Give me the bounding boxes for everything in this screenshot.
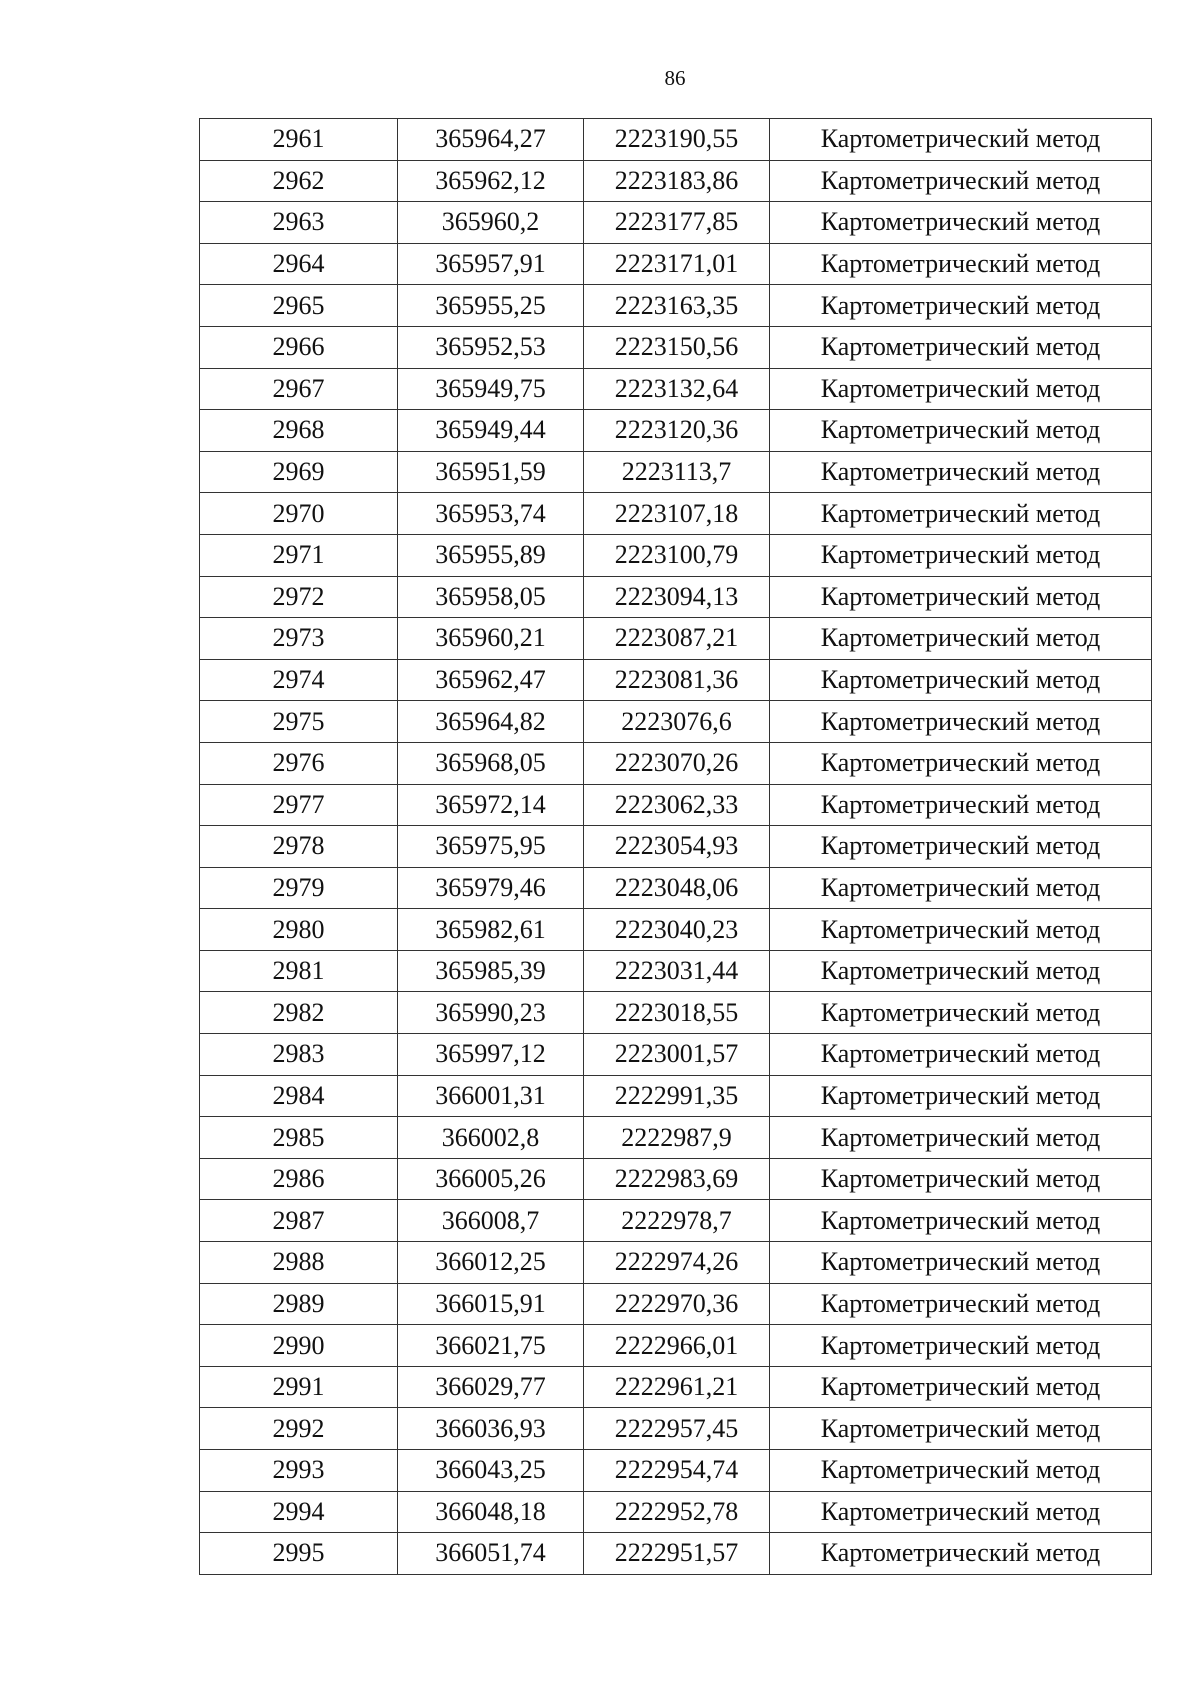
- x-coordinate-cell: 366048,18: [398, 1491, 584, 1533]
- y-coordinate-cell: 2222954,74: [584, 1450, 770, 1492]
- y-coordinate-cell: 2223171,01: [584, 243, 770, 285]
- table-row: [200, 285, 1152, 327]
- table-row: [200, 202, 1152, 244]
- x-coordinate-cell: 365960,21: [398, 618, 584, 660]
- point-number-cell: 2972: [200, 576, 398, 618]
- table-row: [200, 1242, 1152, 1284]
- x-coordinate-cell: 365964,27: [398, 119, 584, 161]
- x-coordinate-cell: 365949,44: [398, 410, 584, 452]
- point-number-cell: 2979: [200, 867, 398, 909]
- table-row: [200, 618, 1152, 660]
- x-coordinate-cell: 365951,59: [398, 451, 584, 493]
- point-number-cell: 2977: [200, 784, 398, 826]
- y-coordinate-cell: 2222970,36: [584, 1283, 770, 1325]
- method-cell: Картометрический метод: [770, 867, 1152, 909]
- x-coordinate-cell: 366008,7: [398, 1200, 584, 1242]
- method-cell: Картометрический метод: [770, 950, 1152, 992]
- point-number-cell: 2989: [200, 1283, 398, 1325]
- point-number-cell: 2982: [200, 992, 398, 1034]
- method-cell: Картометрический метод: [770, 451, 1152, 493]
- page-number: 86: [664, 66, 686, 90]
- point-number-cell: 2993: [200, 1450, 398, 1492]
- y-coordinate-cell: 2223120,36: [584, 410, 770, 452]
- point-number-cell: 2974: [200, 659, 398, 701]
- point-number-cell: 2985: [200, 1117, 398, 1159]
- y-coordinate-cell: 2223087,21: [584, 618, 770, 660]
- method-cell: Картометрический метод: [770, 1034, 1152, 1076]
- y-coordinate-cell: 2222961,21: [584, 1366, 770, 1408]
- point-number-cell: 2983: [200, 1034, 398, 1076]
- x-coordinate-cell: 365955,89: [398, 534, 584, 576]
- method-cell: Картометрический метод: [770, 160, 1152, 202]
- x-coordinate-cell: 365982,61: [398, 909, 584, 951]
- x-coordinate-cell: 365964,82: [398, 701, 584, 743]
- y-coordinate-cell: 2223018,55: [584, 992, 770, 1034]
- x-coordinate-cell: 366015,91: [398, 1283, 584, 1325]
- x-coordinate-cell: 365968,05: [398, 742, 584, 784]
- method-cell: Картометрический метод: [770, 909, 1152, 951]
- x-coordinate-cell: 365985,39: [398, 950, 584, 992]
- x-coordinate-cell: 366043,25: [398, 1450, 584, 1492]
- method-cell: Картометрический метод: [770, 493, 1152, 535]
- x-coordinate-cell: 365949,75: [398, 368, 584, 410]
- method-cell: Картометрический метод: [770, 534, 1152, 576]
- table-row: [200, 1117, 1152, 1159]
- coordinates-table-body: [200, 119, 1152, 1575]
- x-coordinate-cell: 365955,25: [398, 285, 584, 327]
- method-cell: Картометрический метод: [770, 1200, 1152, 1242]
- method-cell: Картометрический метод: [770, 659, 1152, 701]
- y-coordinate-cell: 2223177,85: [584, 202, 770, 244]
- point-number-cell: 2976: [200, 742, 398, 784]
- point-number-cell: 2991: [200, 1366, 398, 1408]
- x-coordinate-cell: 365990,23: [398, 992, 584, 1034]
- table-row: [200, 368, 1152, 410]
- method-cell: Картометрический метод: [770, 701, 1152, 743]
- method-cell: Картометрический метод: [770, 1242, 1152, 1284]
- table-row: [200, 1408, 1152, 1450]
- method-cell: Картометрический метод: [770, 576, 1152, 618]
- y-coordinate-cell: 2222952,78: [584, 1491, 770, 1533]
- x-coordinate-cell: 366001,31: [398, 1075, 584, 1117]
- table-row: [200, 950, 1152, 992]
- method-cell: Картометрический метод: [770, 992, 1152, 1034]
- table-row: [200, 410, 1152, 452]
- method-cell: Картометрический метод: [770, 826, 1152, 868]
- table-row: [200, 160, 1152, 202]
- table-row: [200, 659, 1152, 701]
- y-coordinate-cell: 2222987,9: [584, 1117, 770, 1159]
- point-number-cell: 2992: [200, 1408, 398, 1450]
- x-coordinate-cell: 365979,46: [398, 867, 584, 909]
- x-coordinate-cell: 365957,91: [398, 243, 584, 285]
- method-cell: Картометрический метод: [770, 1283, 1152, 1325]
- table-row: [200, 243, 1152, 285]
- table-row: [200, 909, 1152, 951]
- y-coordinate-cell: 2223190,55: [584, 119, 770, 161]
- point-number-cell: 2981: [200, 950, 398, 992]
- table-row: [200, 1366, 1152, 1408]
- y-coordinate-cell: 2222978,7: [584, 1200, 770, 1242]
- point-number-cell: 2963: [200, 202, 398, 244]
- point-number-cell: 2988: [200, 1242, 398, 1284]
- y-coordinate-cell: 2222951,57: [584, 1533, 770, 1575]
- x-coordinate-cell: 365952,53: [398, 326, 584, 368]
- table-row: [200, 1450, 1152, 1492]
- y-coordinate-cell: 2222957,45: [584, 1408, 770, 1450]
- y-coordinate-cell: 2222991,35: [584, 1075, 770, 1117]
- method-cell: Картометрический метод: [770, 1408, 1152, 1450]
- y-coordinate-cell: 2223070,26: [584, 742, 770, 784]
- method-cell: Картометрический метод: [770, 326, 1152, 368]
- method-cell: Картометрический метод: [770, 1117, 1152, 1159]
- point-number-cell: 2987: [200, 1200, 398, 1242]
- y-coordinate-cell: 2223001,57: [584, 1034, 770, 1076]
- method-cell: Картометрический метод: [770, 368, 1152, 410]
- point-number-cell: 2990: [200, 1325, 398, 1367]
- method-cell: Картометрический метод: [770, 1325, 1152, 1367]
- y-coordinate-cell: 2223076,6: [584, 701, 770, 743]
- x-coordinate-cell: 365958,05: [398, 576, 584, 618]
- y-coordinate-cell: 2223107,18: [584, 493, 770, 535]
- x-coordinate-cell: 365997,12: [398, 1034, 584, 1076]
- table-row: [200, 826, 1152, 868]
- y-coordinate-cell: 2222966,01: [584, 1325, 770, 1367]
- x-coordinate-cell: 365962,12: [398, 160, 584, 202]
- point-number-cell: 2967: [200, 368, 398, 410]
- y-coordinate-cell: 2223183,86: [584, 160, 770, 202]
- method-cell: Картометрический метод: [770, 1491, 1152, 1533]
- method-cell: Картометрический метод: [770, 1158, 1152, 1200]
- y-coordinate-cell: 2223163,35: [584, 285, 770, 327]
- y-coordinate-cell: 2223040,23: [584, 909, 770, 951]
- table-row: [200, 784, 1152, 826]
- y-coordinate-cell: 2222983,69: [584, 1158, 770, 1200]
- y-coordinate-cell: 2223132,64: [584, 368, 770, 410]
- y-coordinate-cell: 2223150,56: [584, 326, 770, 368]
- point-number-cell: 2984: [200, 1075, 398, 1117]
- y-coordinate-cell: 2223100,79: [584, 534, 770, 576]
- point-number-cell: 2969: [200, 451, 398, 493]
- coordinates-table: [199, 118, 1152, 1575]
- method-cell: Картометрический метод: [770, 410, 1152, 452]
- point-number-cell: 2971: [200, 534, 398, 576]
- point-number-cell: 2968: [200, 410, 398, 452]
- table-row: [200, 326, 1152, 368]
- y-coordinate-cell: 2223062,33: [584, 784, 770, 826]
- method-cell: Картометрический метод: [770, 784, 1152, 826]
- table-row: [200, 1325, 1152, 1367]
- x-coordinate-cell: 365972,14: [398, 784, 584, 826]
- method-cell: Картометрический метод: [770, 1533, 1152, 1575]
- table-row: [200, 867, 1152, 909]
- table-row: [200, 493, 1152, 535]
- point-number-cell: 2962: [200, 160, 398, 202]
- method-cell: Картометрический метод: [770, 1450, 1152, 1492]
- x-coordinate-cell: 365962,47: [398, 659, 584, 701]
- point-number-cell: 2975: [200, 701, 398, 743]
- x-coordinate-cell: 366012,25: [398, 1242, 584, 1284]
- y-coordinate-cell: 2223081,36: [584, 659, 770, 701]
- table-row: [200, 1075, 1152, 1117]
- table-row: [200, 1200, 1152, 1242]
- point-number-cell: 2986: [200, 1158, 398, 1200]
- method-cell: Картометрический метод: [770, 1366, 1152, 1408]
- method-cell: Картометрический метод: [770, 1075, 1152, 1117]
- table-row: [200, 701, 1152, 743]
- y-coordinate-cell: 2222974,26: [584, 1242, 770, 1284]
- x-coordinate-cell: 366051,74: [398, 1533, 584, 1575]
- y-coordinate-cell: 2223094,13: [584, 576, 770, 618]
- y-coordinate-cell: 2223048,06: [584, 867, 770, 909]
- table-row: [200, 576, 1152, 618]
- point-number-cell: 2961: [200, 119, 398, 161]
- method-cell: Картометрический метод: [770, 243, 1152, 285]
- y-coordinate-cell: 2223054,93: [584, 826, 770, 868]
- table-row: [200, 1283, 1152, 1325]
- x-coordinate-cell: 365953,74: [398, 493, 584, 535]
- table-row: [200, 451, 1152, 493]
- point-number-cell: 2994: [200, 1491, 398, 1533]
- table-row: [200, 1491, 1152, 1533]
- x-coordinate-cell: 366021,75: [398, 1325, 584, 1367]
- table-row: [200, 534, 1152, 576]
- method-cell: Картометрический метод: [770, 285, 1152, 327]
- point-number-cell: 2965: [200, 285, 398, 327]
- table-row: [200, 1034, 1152, 1076]
- point-number-cell: 2995: [200, 1533, 398, 1575]
- x-coordinate-cell: 366002,8: [398, 1117, 584, 1159]
- table-row: [200, 1533, 1152, 1575]
- x-coordinate-cell: 365975,95: [398, 826, 584, 868]
- method-cell: Картометрический метод: [770, 119, 1152, 161]
- table-row: [200, 1158, 1152, 1200]
- x-coordinate-cell: 366036,93: [398, 1408, 584, 1450]
- point-number-cell: 2973: [200, 618, 398, 660]
- point-number-cell: 2978: [200, 826, 398, 868]
- table-row: [200, 119, 1152, 161]
- x-coordinate-cell: 366029,77: [398, 1366, 584, 1408]
- method-cell: Картометрический метод: [770, 618, 1152, 660]
- table-row: [200, 992, 1152, 1034]
- x-coordinate-cell: 365960,2: [398, 202, 584, 244]
- point-number-cell: 2964: [200, 243, 398, 285]
- point-number-cell: 2980: [200, 909, 398, 951]
- x-coordinate-cell: 366005,26: [398, 1158, 584, 1200]
- table-row: [200, 742, 1152, 784]
- point-number-cell: 2966: [200, 326, 398, 368]
- y-coordinate-cell: 2223031,44: [584, 950, 770, 992]
- y-coordinate-cell: 2223113,7: [584, 451, 770, 493]
- point-number-cell: 2970: [200, 493, 398, 535]
- method-cell: Картометрический метод: [770, 202, 1152, 244]
- method-cell: Картометрический метод: [770, 742, 1152, 784]
